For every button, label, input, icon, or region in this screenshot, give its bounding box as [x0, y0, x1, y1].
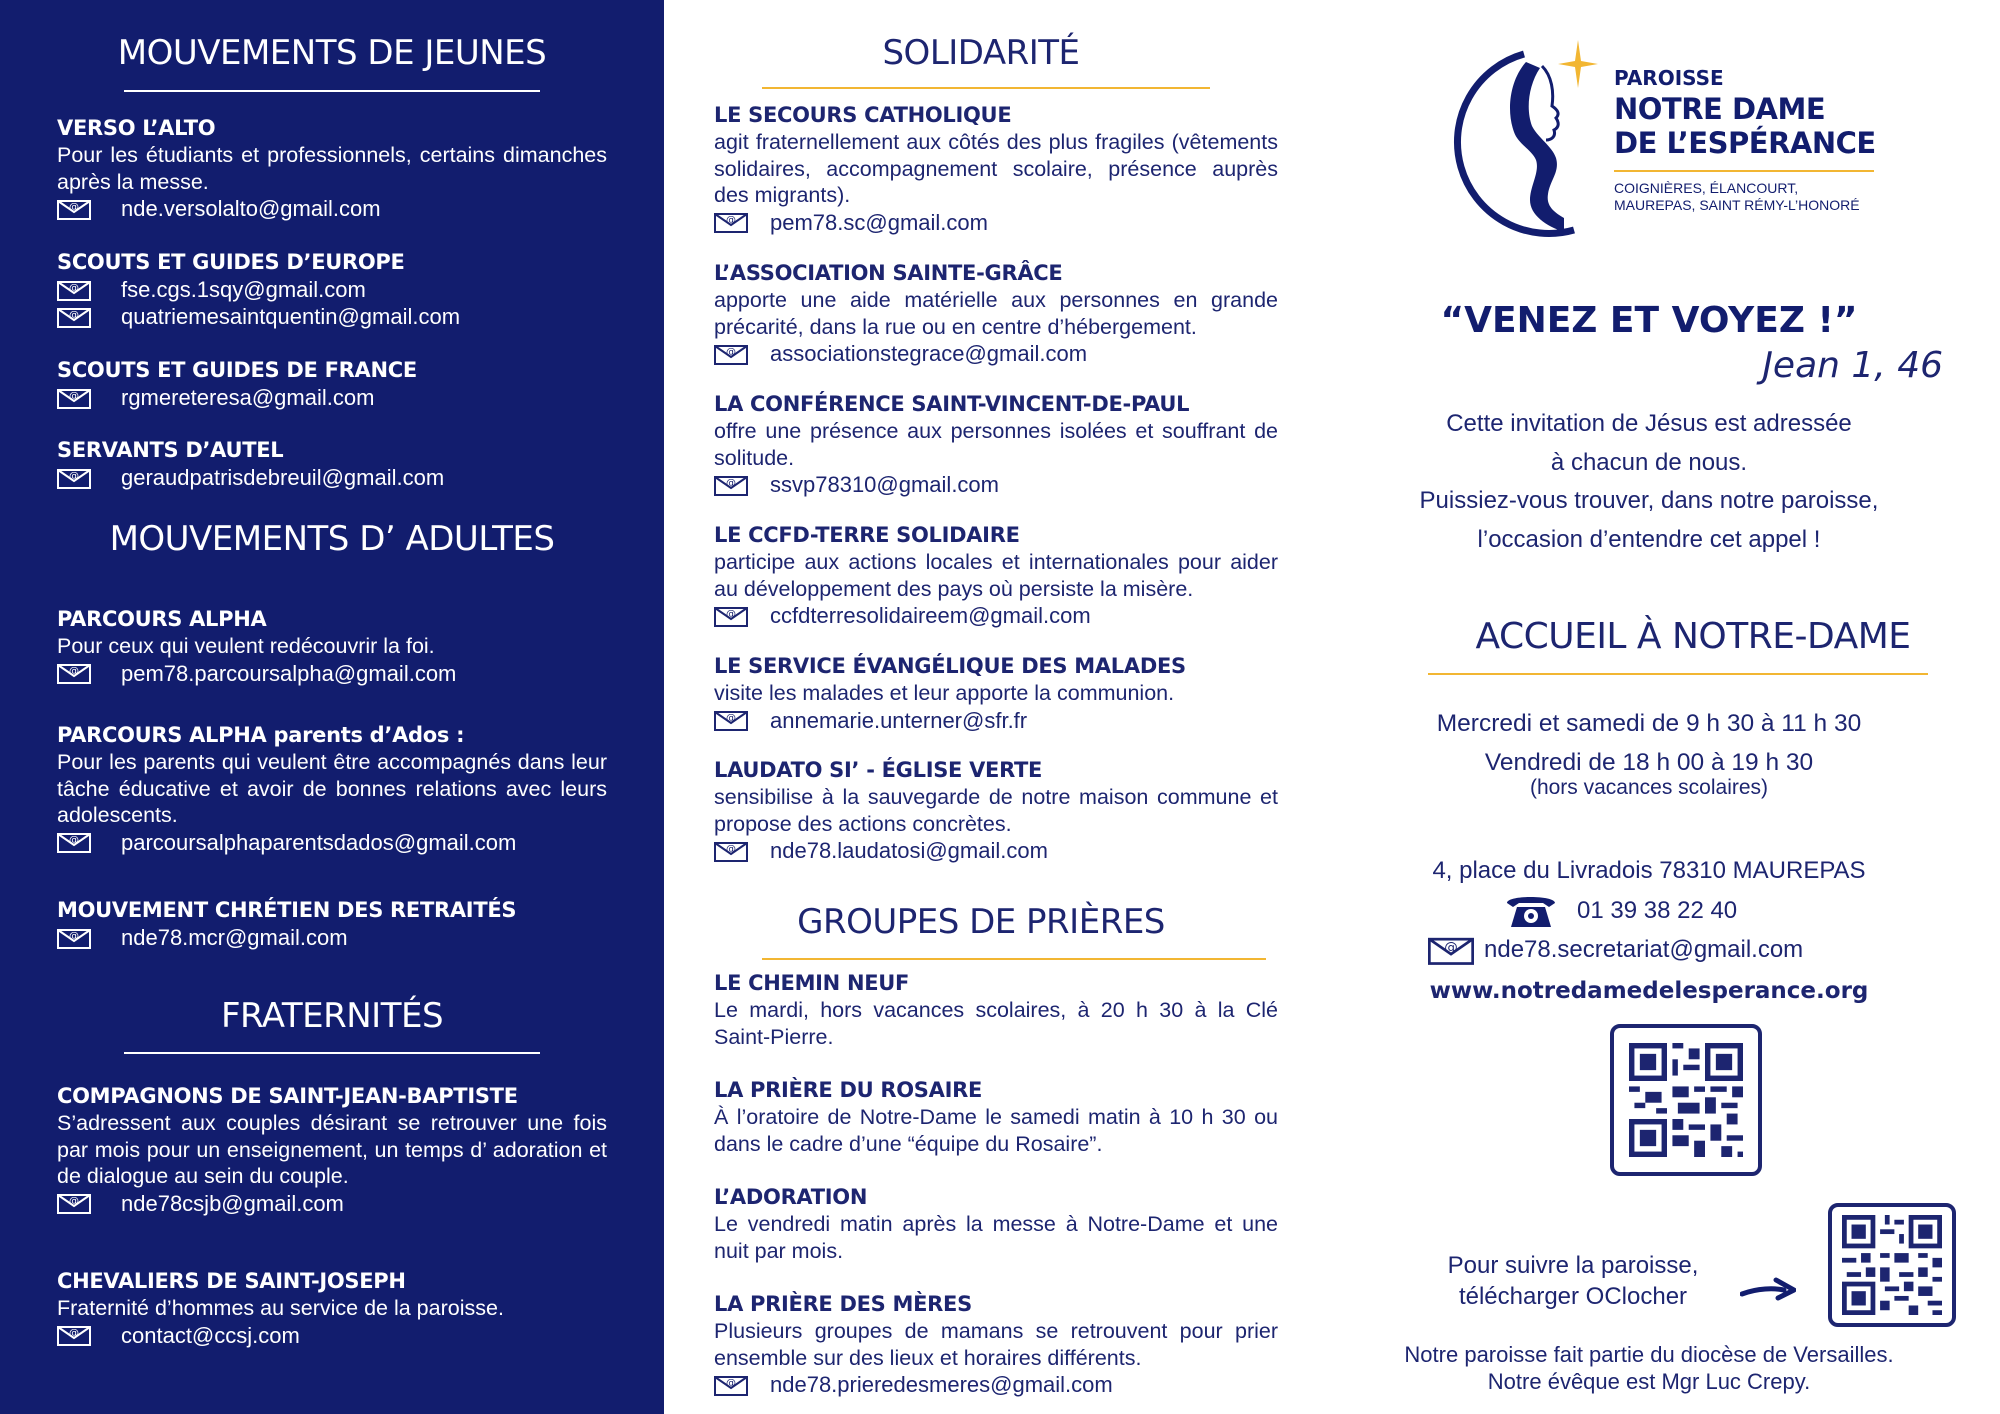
entry-chemin-neuf: [714, 970, 1278, 1050]
email-line[interactable]: [57, 1322, 607, 1349]
email-line[interactable]: [57, 303, 607, 330]
logo-towns: [1614, 180, 1860, 214]
middle-column: [664, 0, 1298, 1414]
email-address: nde78.mcr@gmail.com: [121, 925, 348, 950]
mail-icon: [714, 474, 748, 496]
svg-text:@: @: [726, 608, 736, 620]
email-line[interactable]: [714, 602, 1278, 629]
mail-icon: [57, 831, 91, 853]
invitation-line: Cette invitation de Jésus est adressée: [1446, 410, 1852, 437]
invitation-line: Puissiez-vous trouver, dans notre paroisse,: [1419, 487, 1879, 514]
mail-icon: [57, 198, 91, 220]
qr-code-icon: [1610, 1024, 1762, 1176]
mail-icon: [57, 662, 91, 684]
website-link[interactable]: www.notredamedelesperance.org: [1429, 978, 1869, 1004]
entry-title: LE CHEMIN NEUF: [714, 971, 910, 995]
logo-paroisse-label: PAROISSE: [1614, 66, 1724, 90]
email-line[interactable]: [714, 471, 1278, 498]
entry-alpha-parents: [57, 722, 607, 856]
section-title-youth: MOUVEMENTS DE JEUNES: [117, 33, 547, 73]
entry-sainte-grace: [714, 260, 1278, 367]
invitation-line: à chacun de nous.: [1550, 448, 1748, 476]
qr-code-icon[interactable]: [1828, 1203, 1956, 1327]
entry-title: L’ADORATION: [714, 1185, 868, 1209]
svg-text:@: @: [69, 1196, 79, 1207]
qr-code-pattern: [1842, 1215, 1942, 1315]
svg-text:@: @: [726, 1377, 736, 1389]
svg-text:@: @: [69, 309, 79, 321]
email-line[interactable]: [57, 464, 607, 491]
entry-title: LA PRIÈRE DES MÈRES: [714, 1292, 972, 1316]
section-title-fraternites: FRATERNITÉS: [220, 996, 444, 1036]
entry-title: SERVANTS D’AUTEL: [57, 438, 284, 462]
logo-parish-name: [1614, 92, 1876, 160]
entry-description: agit fraternellement aux côtés des plus fragiles (vêtements solidaires, accompagnement scolaire, présence auprès des migrants).: [714, 130, 1278, 207]
email-address: nde78.prieredesmeres@gmail.com: [770, 1372, 1113, 1397]
mail-icon: [714, 1374, 748, 1396]
logo-divider: [1614, 170, 1874, 172]
svg-text:@: @: [726, 477, 736, 489]
email-address: pem78.sc@gmail.com: [770, 209, 988, 235]
svg-text:@: @: [726, 713, 736, 724]
email-line[interactable]: [714, 209, 1278, 236]
arrow-right-icon: [1740, 1276, 1796, 1302]
entry-description: Le vendredi matin après la messe à Notre-Dame et une nuit par mois.: [714, 1212, 1278, 1263]
email-address: geraudpatrisdebreuil@gmail.com: [121, 465, 445, 490]
mail-icon: [57, 306, 91, 328]
email-address: ccfdterresolidaireem@gmail.com: [770, 603, 1091, 628]
entry-title: LA CONFÉRENCE SAINT-VINCENT-DE-PAUL: [714, 392, 1190, 416]
email-line[interactable]: [57, 195, 607, 222]
svg-text:@: @: [69, 1328, 79, 1339]
email-address: pem78.parcoursalpha@gmail.com: [121, 660, 457, 686]
app-promo-line1: Pour suivre la paroisse,: [1447, 1252, 1699, 1279]
svg-text:@: @: [726, 215, 736, 226]
entry-description: offre une présence aux personnes isolées et souffrant de solitude.: [714, 419, 1278, 470]
email-address: rgmereteresa@gmail.com: [121, 385, 375, 410]
mail-icon: [57, 279, 91, 301]
entry-title: MOUVEMENT CHRÉTIEN DES RETRAITÉS: [57, 898, 517, 922]
entry-title: SCOUTS ET GUIDES D’EUROPE: [57, 250, 405, 274]
mail-icon: [1428, 935, 1474, 965]
hours-line-1: Mercredi et samedi de 9 h 30 à 11 h 30: [1436, 710, 1862, 737]
entry-description: Fraternité d’hommes au service de la paroisse.: [57, 1296, 504, 1320]
svg-text:@: @: [69, 201, 79, 213]
secretariat-email: nde78.secretariat@gmail.com: [1484, 936, 1804, 963]
entry-laudato-si: [714, 757, 1278, 864]
quote-reference: Jean 1, 46: [1762, 345, 1943, 386]
email-line[interactable]: [57, 276, 607, 303]
entry-title: LAUDATO SI’ - ÉGLISE VERTE: [714, 758, 1043, 782]
divider: [762, 87, 1210, 89]
entry-secours-catholique: [714, 102, 1278, 236]
diocese-line1: Notre paroisse fait partie du diocèse de Versailles.: [1404, 1342, 1894, 1367]
entry-ccfd: [714, 522, 1278, 629]
divider: [1428, 673, 1928, 675]
section-title-solidarite: SOLIDARITÉ: [882, 33, 1080, 73]
email-address: contact@ccsj.com: [121, 1322, 300, 1348]
invitation-line: l’occasion d’entendre cet appel !: [1477, 525, 1821, 553]
svg-text:@: @: [1444, 939, 1458, 956]
entry-scouts-europe: [57, 249, 607, 330]
right-column: [1298, 0, 2000, 1414]
email-line[interactable]: [57, 384, 607, 411]
email-address: nde78.laudatosi@gmail.com: [770, 838, 1048, 863]
svg-text:@: @: [69, 930, 79, 942]
quote-title: “VENEZ ET VOYEZ !”: [1440, 300, 1858, 341]
entry-description: Le mardi, hors vacances scolaires, à 20 h 30 à la Clé Saint-Pierre.: [714, 998, 1278, 1049]
entry-mcr: [57, 897, 607, 951]
entry-priere-meres: [714, 1291, 1278, 1398]
entry-title: SCOUTS ET GUIDES DE FRANCE: [57, 358, 417, 382]
email-address: fse.cgs.1sqy@gmail.com: [121, 277, 366, 302]
entry-title: LE CCFD-TERRE SOLIDAIRE: [714, 523, 1020, 547]
mail-icon: [57, 927, 91, 949]
svg-text:@: @: [69, 666, 79, 677]
section-title-accueil: ACCUEIL À NOTRE-DAME: [1475, 616, 1911, 657]
entry-description: sensibilise à la sauvegarde de notre maison commune et propose des actions concrètes.: [714, 785, 1278, 836]
svg-text:@: @: [69, 835, 79, 846]
phone-icon: [1503, 893, 1559, 929]
entry-title: VERSO L’ALTO: [57, 116, 216, 140]
email-address: quatriemesaintquentin@gmail.com: [121, 304, 461, 329]
diocese-line2: Notre évêque est Mgr Luc Crepy.: [1487, 1369, 1811, 1394]
svg-text:@: @: [69, 470, 79, 482]
phone-line[interactable]: [1503, 893, 1737, 929]
mail-icon: [57, 387, 91, 409]
email-address: annemarie.unterner@sfr.fr: [770, 707, 1028, 733]
entry-description: Pour les parents qui veulent être accompagnés dans leur tâche éducative et avoir de bonnes relations avec leurs adolescents.: [57, 750, 607, 827]
mail-icon: [714, 709, 748, 731]
entry-ssvp: [714, 391, 1278, 498]
entry-title: PARCOURS ALPHA parents d’Ados :: [57, 723, 465, 747]
logo-towns-line1: COIGNIÈRES, ÉLANCOURT,: [1614, 180, 1799, 196]
svg-text:@: @: [726, 346, 736, 358]
entry-description: Pour les étudiants et professionnels, certains dimanches après la messe.: [57, 143, 607, 194]
mail-icon: [714, 840, 748, 862]
diocese-note: [1298, 1341, 2000, 1395]
email-line[interactable]: [57, 1190, 607, 1217]
entry-scouts-france: [57, 357, 607, 411]
secretariat-email-line[interactable]: [1428, 935, 1803, 965]
email-address: parcoursalphaparentsdados@gmail.com: [121, 829, 517, 855]
logo-name-line1: NOTRE DAME: [1614, 92, 1826, 126]
entry-rosaire: [714, 1077, 1278, 1157]
entry-chevaliers-sj: [57, 1268, 607, 1349]
hours-line-2: Vendredi de 18 h 00 à 19 h 30: [1484, 749, 1814, 776]
entry-title: COMPAGNONS DE SAINT-JEAN-BAPTISTE: [57, 1084, 518, 1108]
entry-verso-lalto: [57, 115, 607, 222]
entry-description: Pour ceux qui veulent redécouvrir la foi.: [57, 634, 435, 658]
hours-note: (hors vacances scolaires): [1529, 776, 1769, 799]
entry-adoration: [714, 1184, 1278, 1264]
phone-number: 01 39 38 22 40: [1577, 897, 1738, 924]
email-address: nde.versolalto@gmail.com: [121, 196, 381, 221]
entry-title: LE SERVICE ÉVANGÉLIQUE DES MALADES: [714, 654, 1186, 678]
mail-icon: [714, 211, 748, 233]
address: 4, place du Livradois 78310 MAUREPAS: [1432, 857, 1866, 884]
entry-compagnons-sjb: [57, 1083, 607, 1217]
entry-title: CHEVALIERS DE SAINT-JOSEPH: [57, 1269, 406, 1293]
section-title-adults: MOUVEMENTS D’ ADULTES: [109, 519, 555, 559]
entry-title: LA PRIÈRE DU ROSAIRE: [714, 1078, 983, 1102]
mail-icon: [714, 343, 748, 365]
mail-icon: [57, 1192, 91, 1214]
entry-servants-autel: [57, 437, 607, 491]
email-line[interactable]: [57, 829, 607, 856]
opening-hours: [1298, 704, 2000, 782]
entry-parcours-alpha: [57, 606, 607, 687]
svg-text:@: @: [726, 843, 736, 855]
left-column: [0, 0, 664, 1414]
logo-towns-line2: MAUREPAS, SAINT RÉMY-L’HONORÉ: [1614, 197, 1860, 213]
email-line[interactable]: [57, 660, 607, 687]
entry-title: L’ASSOCIATION SAINTE-GRÂCE: [714, 261, 1063, 285]
divider: [124, 90, 540, 92]
email-line[interactable]: [714, 837, 1278, 864]
mail-icon: [714, 605, 748, 627]
email-line[interactable]: [57, 924, 607, 951]
email-address: nde78csjb@gmail.com: [121, 1190, 344, 1216]
mail-icon: [57, 1324, 91, 1346]
email-line[interactable]: [714, 340, 1278, 367]
star-icon: [1558, 40, 1598, 88]
email-address: associationstegrace@gmail.com: [770, 341, 1088, 366]
logo-name-line2: DE L’ESPÉRANCE: [1614, 126, 1876, 160]
invitation-text: [1298, 405, 2000, 559]
app-promo-text: [1418, 1250, 1728, 1312]
mail-icon: [57, 467, 91, 489]
entry-description: À l’oratoire de Notre-Dame le samedi matin à 10 h 30 ou dans le cadre d’une “équipe du Rosaire”.: [714, 1105, 1278, 1156]
entry-title: PARCOURS ALPHA: [57, 607, 267, 631]
email-line[interactable]: [714, 1371, 1278, 1398]
entry-description: Plusieurs groupes de mamans se retrouvent pour prier ensemble sur des lieux et horaires différents.: [714, 1319, 1278, 1370]
entry-title: LE SECOURS CATHOLIQUE: [714, 103, 1012, 127]
divider: [124, 1052, 540, 1054]
svg-text:@: @: [69, 390, 79, 402]
divider: [762, 958, 1266, 960]
entry-sem: [714, 653, 1278, 734]
email-line[interactable]: [714, 707, 1278, 734]
parish-logo: [1414, 40, 1974, 250]
app-promo-line2: télécharger OClocher: [1458, 1283, 1688, 1310]
entry-description: S’adressent aux couples désirant se retrouver une fois par mois pour un enseignement, un temps d’ adoration et de dialogue au sein du couple.: [57, 1111, 607, 1188]
email-address: ssvp78310@gmail.com: [770, 472, 999, 497]
svg-text:@: @: [69, 282, 79, 294]
entry-description: participe aux actions locales et internationales pour aider au développement des pays où persiste la misère.: [714, 550, 1278, 601]
entry-description: apporte une aide matérielle aux personnes en grande précarité, dans la rue ou en centre d’hébergement.: [714, 288, 1278, 339]
entry-description: visite les malades et leur apporte la communion.: [714, 681, 1175, 705]
qr-code-pattern: [1629, 1043, 1743, 1157]
section-title-prieres: GROUPES DE PRIÈRES: [797, 902, 1165, 942]
